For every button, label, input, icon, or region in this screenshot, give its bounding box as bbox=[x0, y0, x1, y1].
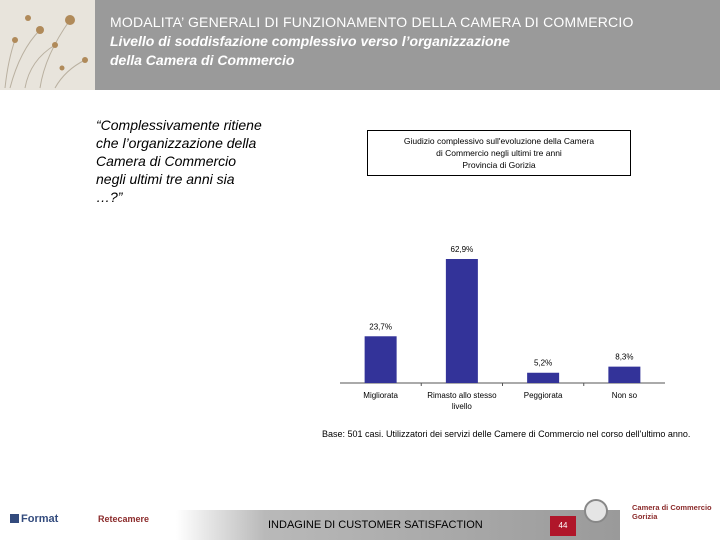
chart-title-line-2: di Commercio negli ultimi tre anni bbox=[436, 148, 562, 158]
value-label-2: 5,2% bbox=[534, 358, 553, 368]
bar-2 bbox=[527, 373, 559, 383]
page-number: 44 bbox=[550, 516, 576, 536]
category-label-3-0: Non so bbox=[611, 391, 638, 400]
page-title: MODALITA’ GENERALI DI FUNZIONAMENTO DELLA CAMERA DI COMMERCIO bbox=[110, 14, 634, 30]
header-banner bbox=[0, 0, 720, 90]
format-mark-icon bbox=[10, 514, 19, 523]
retecamere-logo: Retecamere bbox=[98, 514, 150, 524]
page-subtitle bbox=[110, 32, 634, 70]
category-label-1-1: livello bbox=[451, 402, 472, 411]
format-logo-text: Format bbox=[21, 513, 59, 525]
cc-logo-line-2: Gorizia bbox=[632, 512, 658, 521]
bar-chart bbox=[330, 230, 680, 415]
cc-logo-line-1: Camera di Commercio bbox=[632, 503, 712, 512]
bar-1 bbox=[446, 259, 478, 383]
footer-text: INDAGINE DI CUSTOMER SATISFACTION bbox=[268, 519, 483, 531]
value-label-3: 8,3% bbox=[615, 352, 634, 362]
value-label-1: 62,9% bbox=[450, 244, 474, 254]
bar-0 bbox=[365, 336, 397, 383]
footer bbox=[0, 505, 720, 540]
category-label-0-0: Migliorata bbox=[363, 391, 398, 400]
seal-icon bbox=[584, 499, 608, 523]
decorative-flowers-image bbox=[0, 0, 95, 90]
base-note: Base: 501 casi. Utilizzatori dei servizi delle Camere di Commercio nel corso dell'ultimo anno. bbox=[322, 429, 691, 439]
chart-title-box bbox=[367, 130, 631, 176]
survey-question: “Complessivamente ritiene che l’organizzazione della Camera di Commercio negli ultimi tre anni sia …?” bbox=[96, 117, 262, 205]
format-logo bbox=[10, 513, 58, 525]
camera-commercio-logo bbox=[632, 503, 712, 521]
subtitle-line-1: Livello di soddisfazione complessivo verso l’organizzazione bbox=[110, 33, 510, 49]
chart-title-line-1: Giudizio complessivo sull'evoluzione della Camera bbox=[403, 136, 595, 146]
category-label-1-0: Rimasto allo stesso bbox=[427, 391, 497, 400]
chart-title-line-3: Provincia di Gorizia bbox=[462, 160, 536, 170]
value-label-0: 23,7% bbox=[369, 322, 392, 332]
bar-3 bbox=[608, 367, 640, 383]
subtitle-line-2: della Camera di Commercio bbox=[110, 52, 295, 68]
flowers-icon bbox=[0, 0, 95, 90]
category-label-2-0: Peggiorata bbox=[523, 391, 563, 400]
